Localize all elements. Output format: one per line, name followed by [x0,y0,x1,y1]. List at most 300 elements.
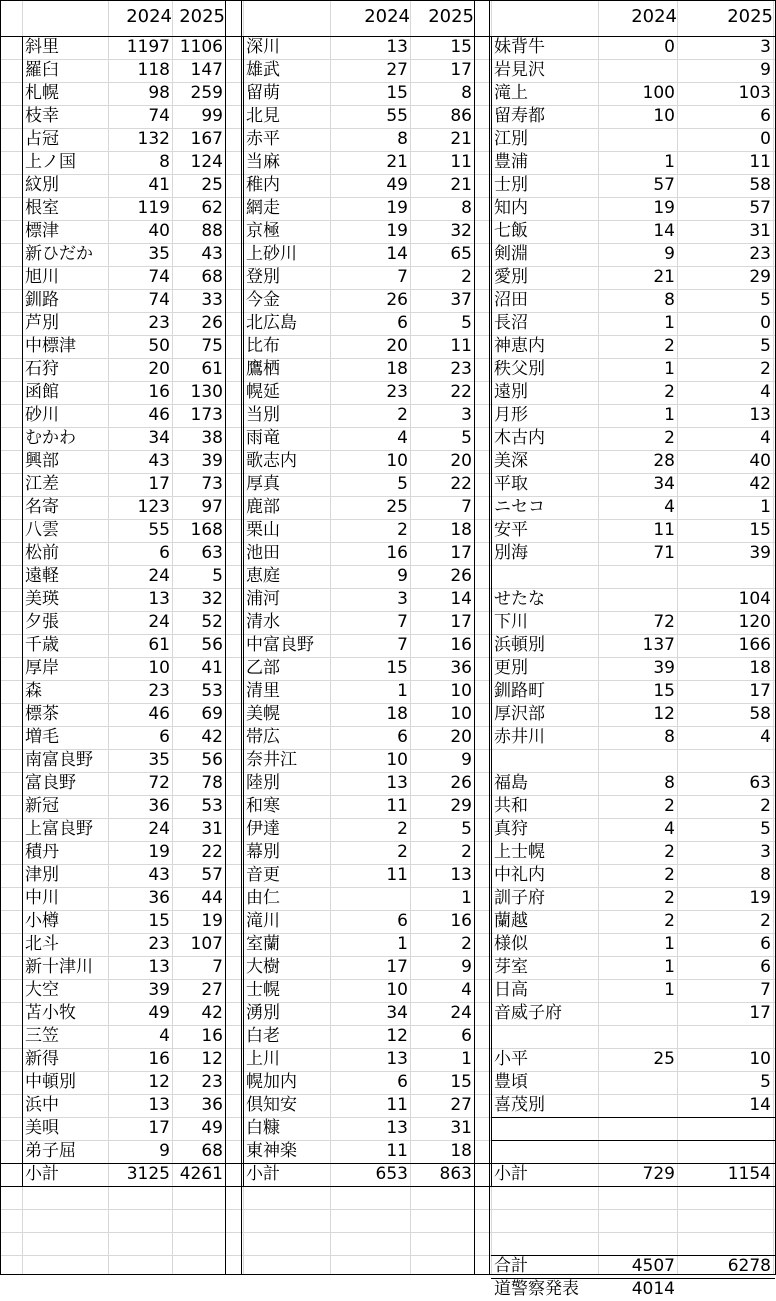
value-2025: 8 [760,865,771,885]
value-2024: 1 [664,313,675,333]
value-2025: 2 [760,911,771,931]
value-2025: 4 [760,428,771,448]
municipality-name: 下川 [494,612,528,632]
value-2025: 53 [201,796,223,816]
municipality-name: 様似 [494,934,528,954]
value-2024: 43 [148,451,170,471]
total-2024: 4507 [631,1256,675,1276]
municipality-name: 美唄 [25,1118,59,1138]
value-2025: 20 [450,451,472,471]
value-2025: 3 [760,37,771,57]
header-2025: 2025 [727,6,773,27]
value-2025: 53 [201,681,223,701]
value-2025: 5 [760,1072,771,1092]
municipality-name: 釧路 [25,290,59,310]
municipality-name: 赤平 [246,129,280,149]
value-2025: 22 [450,382,472,402]
municipality-name: 当別 [246,405,280,425]
value-2025: 2 [461,842,472,862]
value-2024: 19 [653,198,675,218]
value-2024: 98 [148,83,170,103]
value-2024: 34 [148,428,170,448]
value-2024: 34 [386,1003,408,1023]
value-2025: 69 [201,704,223,724]
municipality-name: 登別 [246,267,280,287]
value-2024: 19 [386,221,408,241]
value-2024: 55 [386,106,408,126]
value-2025: 4 [760,382,771,402]
value-2025: 120 [738,612,771,632]
value-2024: 15 [386,658,408,678]
value-2025: 5 [461,428,472,448]
value-2025: 14 [749,1095,771,1115]
police-label: 道警察発表 [494,1279,579,1299]
value-2025: 5 [212,566,223,586]
municipality-name: 清里 [246,681,280,701]
municipality-name: 由仁 [246,888,280,908]
value-2025: 33 [201,290,223,310]
value-2024: 118 [137,60,170,80]
value-2024: 10 [386,980,408,1000]
value-2025: 7 [760,980,771,1000]
header-2024: 2024 [126,6,172,27]
value-2024: 2 [664,382,675,402]
value-2025: 23 [450,359,472,379]
value-2024: 2 [664,911,675,931]
value-2025: 20 [450,727,472,747]
value-2025: 11 [749,152,771,172]
value-2025: 2 [461,267,472,287]
municipality-name: 共和 [494,796,528,816]
municipality-name: 美幌 [246,704,280,724]
value-2024: 55 [148,520,170,540]
municipality-name: 釧路町 [494,681,545,701]
value-2024: 20 [386,336,408,356]
value-2025: 97 [201,497,223,517]
value-2024: 4 [397,428,408,448]
value-2025: 130 [190,382,223,402]
value-2025: 107 [190,934,223,954]
total-label: 合計 [494,1256,528,1276]
value-2024: 2 [664,796,675,816]
value-2025: 44 [201,888,223,908]
value-2024: 57 [653,175,675,195]
value-2024: 18 [386,359,408,379]
municipality-name: 北斗 [25,934,59,954]
value-2024: 61 [148,635,170,655]
subtotal-2024: 653 [375,1164,408,1184]
value-2025: 5 [760,819,771,839]
value-2024: 0 [664,37,675,57]
value-2025: 17 [749,1003,771,1023]
value-2025: 4 [760,727,771,747]
value-2025: 2 [760,796,771,816]
value-2024: 132 [137,129,170,149]
value-2025: 8 [461,83,472,103]
municipality-name: 白老 [246,1026,280,1046]
value-2024: 13 [386,773,408,793]
value-2024: 10 [148,658,170,678]
value-2024: 12 [386,1026,408,1046]
value-2024: 21 [653,267,675,287]
value-2024: 6 [159,543,170,563]
value-2024: 6 [397,1072,408,1092]
municipality-name: 上ノ国 [25,152,76,172]
value-2025: 68 [201,267,223,287]
value-2024: 19 [148,842,170,862]
value-2025: 13 [749,405,771,425]
value-2025: 43 [201,244,223,264]
municipality-name: 訓子府 [494,888,545,908]
value-2024: 1 [397,681,408,701]
municipality-name: 室蘭 [246,934,280,954]
value-2025: 25 [201,175,223,195]
municipality-name: 積丹 [25,842,59,862]
value-2024: 40 [148,221,170,241]
value-2024: 24 [148,612,170,632]
value-2025: 4 [461,980,472,1000]
value-2025: 29 [450,796,472,816]
value-2024: 8 [664,773,675,793]
value-2025: 16 [450,911,472,931]
municipality-name: 南富良野 [25,750,93,770]
value-2025: 15 [450,37,472,57]
value-2024: 1 [397,934,408,954]
value-2025: 36 [450,658,472,678]
value-2024: 35 [148,750,170,770]
value-2025: 26 [201,313,223,333]
municipality-name: 池田 [246,543,280,563]
value-2024: 1197 [126,37,170,57]
municipality-name: 苫小牧 [25,1003,76,1023]
value-2024: 25 [386,497,408,517]
municipality-name: 占冠 [25,129,59,149]
value-2024: 20 [148,359,170,379]
value-2025: 63 [201,543,223,563]
value-2025: 29 [749,267,771,287]
value-2024: 11 [386,1141,408,1161]
value-2025: 1 [760,497,771,517]
municipality-name: 伊達 [246,819,280,839]
value-2024: 17 [148,1118,170,1138]
municipality-name: 清水 [246,612,280,632]
value-2024: 23 [148,313,170,333]
municipality-name: 石狩 [25,359,59,379]
value-2024: 14 [653,221,675,241]
value-2024: 4 [159,1026,170,1046]
value-2025: 23 [201,1072,223,1092]
municipality-name: 砂川 [25,405,59,425]
value-2025: 16 [201,1026,223,1046]
value-2025: 0 [760,313,771,333]
value-2024: 13 [386,1118,408,1138]
value-2024: 23 [148,681,170,701]
value-2025: 1 [461,1049,472,1069]
value-2024: 15 [386,83,408,103]
value-2025: 13 [450,865,472,885]
municipality-name: 秩父別 [494,359,545,379]
value-2025: 23 [749,244,771,264]
value-2025: 19 [201,911,223,931]
value-2025: 18 [450,520,472,540]
municipality-name: 日高 [494,980,528,1000]
subtotal-label: 小計 [494,1164,528,1184]
municipality-name: むかわ [25,428,76,448]
value-2024: 8 [159,152,170,172]
value-2025: 56 [201,750,223,770]
value-2024: 28 [653,451,675,471]
municipality-name: 新ひだか [25,244,93,264]
municipality-name: 北見 [246,106,280,126]
value-2024: 5 [397,474,408,494]
value-2025: 41 [201,658,223,678]
value-2024: 24 [148,819,170,839]
municipality-name: 雄武 [246,60,280,80]
municipality-name: 留寿都 [494,106,545,126]
municipality-name: 根室 [25,198,59,218]
municipality-name: 興部 [25,451,59,471]
value-2024: 15 [148,911,170,931]
municipality-name: 小樽 [25,911,59,931]
municipality-name: 東神楽 [246,1141,297,1161]
municipality-name: 大樹 [246,957,280,977]
value-2025: 39 [749,543,771,563]
value-2025: 88 [201,221,223,241]
municipality-name: 新得 [25,1049,59,1069]
value-2024: 71 [653,543,675,563]
value-2025: 6 [760,934,771,954]
value-2024: 7 [397,267,408,287]
value-2024: 6 [397,727,408,747]
value-2024: 74 [148,267,170,287]
value-2024: 2 [664,428,675,448]
municipality-name: 京極 [246,221,280,241]
value-2024: 8 [397,129,408,149]
value-2025: 147 [190,60,223,80]
value-2024: 1 [664,405,675,425]
municipality-name: 音威子府 [494,1003,562,1023]
municipality-name: 江別 [494,129,528,149]
value-2024: 16 [148,1049,170,1069]
municipality-name: 白糠 [246,1118,280,1138]
municipality-name: 松前 [25,543,59,563]
subtotal-label: 小計 [246,1164,280,1184]
municipality-name: 知内 [494,198,528,218]
value-2025: 75 [201,336,223,356]
value-2025: 15 [749,520,771,540]
municipality-name: 上富良野 [25,819,93,839]
municipality-name: 真狩 [494,819,528,839]
municipality-name: 沼田 [494,290,528,310]
value-2025: 124 [190,152,223,172]
value-2024: 13 [148,1095,170,1115]
value-2024: 14 [386,244,408,264]
value-2024: 23 [386,382,408,402]
value-2024: 10 [653,106,675,126]
municipality-name: 豊浦 [494,152,528,172]
value-2024: 10 [386,451,408,471]
value-2024: 11 [386,865,408,885]
value-2024: 2 [397,405,408,425]
municipality-name: 雨竜 [246,428,280,448]
value-2024: 24 [148,566,170,586]
value-2025: 14 [450,589,472,609]
value-2025: 10 [749,1049,771,1069]
value-2024: 17 [386,957,408,977]
municipality-name: 富良野 [25,773,76,793]
value-2024: 1 [664,934,675,954]
value-2025: 21 [450,129,472,149]
value-2024: 74 [148,106,170,126]
value-2025: 103 [738,83,771,103]
municipality-name: 帯広 [246,727,280,747]
value-2024: 13 [386,1049,408,1069]
value-2025: 73 [201,474,223,494]
value-2025: 3 [760,842,771,862]
value-2024: 2 [397,842,408,862]
municipality-name: 剣淵 [494,244,528,264]
subtotal-2024: 3125 [126,1164,170,1184]
value-2025: 11 [450,152,472,172]
value-2025: 21 [450,175,472,195]
value-2025: 27 [450,1095,472,1115]
header-2025: 2025 [428,6,474,27]
value-2025: 259 [190,83,223,103]
value-2024: 9 [397,566,408,586]
value-2024: 12 [653,704,675,724]
value-2024: 6 [397,313,408,333]
value-2025: 24 [450,1003,472,1023]
value-2025: 2 [760,359,771,379]
value-2024: 13 [148,589,170,609]
value-2025: 6 [760,106,771,126]
municipality-name: 浜頓別 [494,635,545,655]
municipality-name: 夕張 [25,612,59,632]
value-2025: 17 [450,60,472,80]
value-2025: 1 [461,888,472,908]
value-2025: 7 [212,957,223,977]
municipality-name: 音更 [246,865,280,885]
value-2025: 19 [749,888,771,908]
value-2024: 36 [148,796,170,816]
value-2024: 13 [386,37,408,57]
municipality-name: 札幌 [25,83,59,103]
value-2025: 17 [450,612,472,632]
value-2025: 26 [450,773,472,793]
municipality-name: 赤井川 [494,727,545,747]
value-2025: 166 [738,635,771,655]
value-2025: 26 [450,566,472,586]
municipality-name: 和寒 [246,796,280,816]
value-2024: 35 [148,244,170,264]
value-2025: 173 [190,405,223,425]
value-2024: 72 [148,773,170,793]
municipality-name: 鹿部 [246,497,280,517]
subtotal-2024: 729 [642,1164,675,1184]
value-2025: 15 [450,1072,472,1092]
municipality-name: 中礼内 [494,865,545,885]
value-2025: 2 [461,934,472,954]
municipality-name: 士幌 [246,980,280,1000]
municipality-name: 弟子屈 [25,1141,76,1161]
value-2025: 10 [450,704,472,724]
value-2024: 123 [137,497,170,517]
value-2024: 18 [386,704,408,724]
municipality-name: 栗山 [246,520,280,540]
municipality-name: 新十津川 [25,957,93,977]
subtotal-label: 小計 [25,1164,59,1184]
value-2025: 57 [201,865,223,885]
value-2025: 6 [461,1026,472,1046]
municipality-name: 小平 [494,1049,528,1069]
value-2024: 6 [397,911,408,931]
municipality-name: 標津 [25,221,59,241]
value-2024: 2 [397,520,408,540]
municipality-name: 江差 [25,474,59,494]
municipality-name: 鷹栖 [246,359,280,379]
municipality-name: 当麻 [246,152,280,172]
value-2025: 32 [201,589,223,609]
value-2024: 13 [148,957,170,977]
value-2024: 11 [653,520,675,540]
value-2024: 16 [386,543,408,563]
value-2024: 1 [664,957,675,977]
value-2025: 99 [201,106,223,126]
municipality-name: 三笠 [25,1026,59,1046]
municipality-name: 月形 [494,405,528,425]
municipality-name: 稚内 [246,175,280,195]
municipality-name: 枝幸 [25,106,59,126]
value-2025: 31 [749,221,771,241]
value-2025: 58 [749,704,771,724]
value-2025: 16 [450,635,472,655]
municipality-name: 幌延 [246,382,280,402]
municipality-name: 比布 [246,336,280,356]
municipality-name: 幕別 [246,842,280,862]
municipality-name: ニセコ [494,497,545,517]
subtotal-2025: 1154 [727,1164,771,1184]
municipality-name: 蘭越 [494,911,528,931]
value-2024: 2 [664,888,675,908]
municipality-name: 中川 [25,888,59,908]
value-2025: 12 [201,1049,223,1069]
value-2024: 27 [386,60,408,80]
value-2024: 74 [148,290,170,310]
value-2025: 167 [190,129,223,149]
municipality-name: 斜里 [25,37,59,57]
police-2024: 4014 [631,1279,675,1299]
value-2025: 11 [450,336,472,356]
value-2025: 18 [749,658,771,678]
subtotal-2025: 4261 [179,1164,223,1184]
municipality-name: 豊頃 [494,1072,528,1092]
value-2025: 42 [201,1003,223,1023]
value-2025: 78 [201,773,223,793]
header-2025: 2025 [179,6,225,27]
value-2024: 2 [397,819,408,839]
municipality-name: 美瑛 [25,589,59,609]
value-2024: 16 [148,382,170,402]
value-2025: 168 [190,520,223,540]
value-2025: 17 [749,681,771,701]
value-2025: 5 [461,819,472,839]
municipality-name: 浜中 [25,1095,59,1115]
value-2024: 7 [397,635,408,655]
municipality-name: 旭川 [25,267,59,287]
value-2025: 5 [461,313,472,333]
municipality-name: 留萌 [246,83,280,103]
municipality-name: 更別 [494,658,528,678]
